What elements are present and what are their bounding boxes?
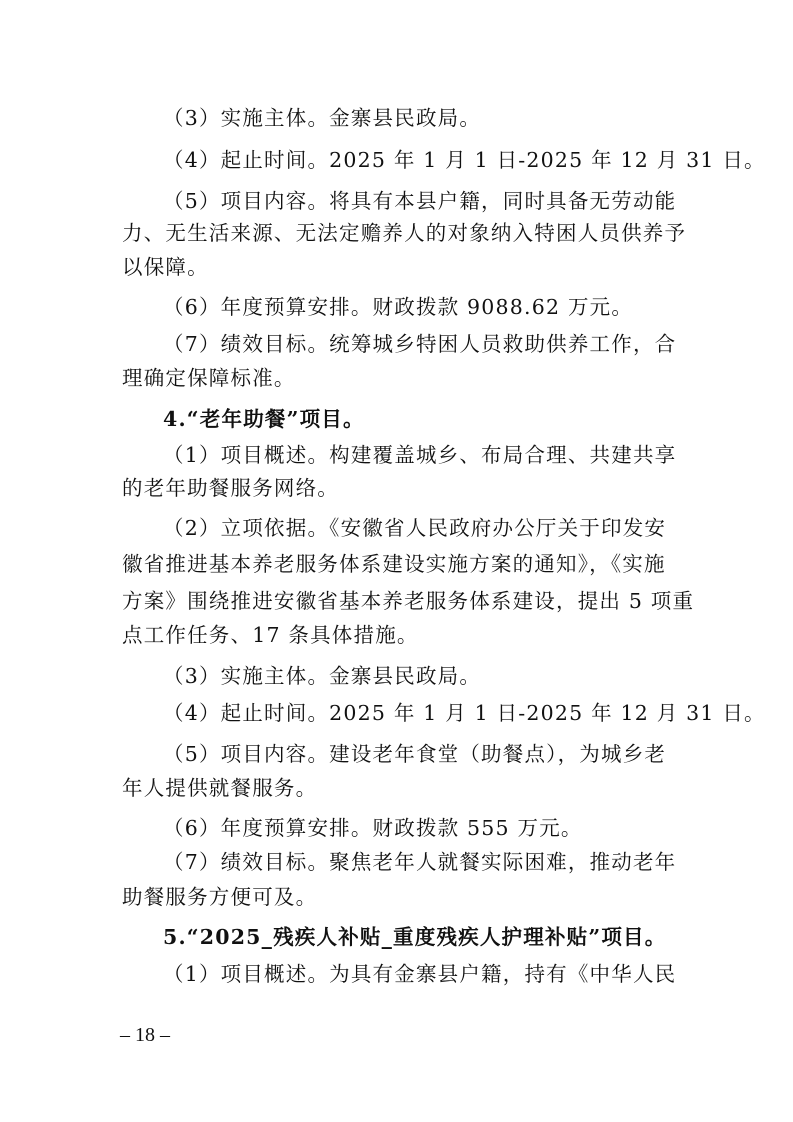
text-line: 理确定保障标准。 (122, 366, 296, 390)
text-line: 力、无生活来源、无法定赡养人的对象纳入特困人员供养予 (122, 221, 687, 245)
text-line: 年人提供就餐服务。 (122, 776, 318, 800)
section-heading: 4.“老年助餐”项目。 (163, 407, 365, 431)
text-line: 以保障。 (122, 255, 209, 279)
text-line: 的老年助餐服务网络。 (122, 476, 339, 500)
text-line: （6）年度预算安排。财政拨款 555 万元。 (163, 816, 583, 840)
text-line: 徽省推进基本养老服务体系建设实施方案的通知》，《实施 (122, 552, 666, 576)
text-line: （1）项目概述。构建覆盖城乡、布局合理、共建共享 (163, 443, 677, 467)
text-line: （2）立项依据。《安徽省人民政府办公厅关于印发安 (163, 516, 667, 540)
text-line: （1）项目概述。为具有金寨县户籍，持有《中华人民 (163, 962, 677, 986)
text-line: （7）绩效目标。统筹城乡特困人员救助供养工作，合 (163, 332, 677, 356)
section-heading: 5.“2025_残疾人补贴_重度残疾人护理补贴”项目。 (163, 925, 667, 949)
text-line: （4）起止时间。2025 年 1 月 1 日-2025 年 12 月 31 日。 (163, 701, 766, 725)
text-line: （4）起止时间。2025 年 1 月 1 日-2025 年 12 月 31 日。 (163, 148, 766, 172)
text-line: （3）实施主体。金寨县民政局。 (163, 664, 482, 688)
text-line: 助餐服务方便可及。 (122, 885, 318, 909)
text-line: （6）年度预算安排。财政拨款 9088.62 万元。 (163, 295, 634, 319)
text-line: （5）项目内容。将具有本县户籍，同时具备无劳动能 (163, 189, 677, 213)
text-line: 方案》围绕推进安徽省基本养老服务体系建设，提出 5 项重 (122, 589, 695, 613)
text-line: （3）实施主体。金寨县民政局。 (163, 106, 482, 130)
text-line: 点工作任务、17 条具体措施。 (122, 623, 419, 647)
text-line: （5）项目内容。建设老年食堂（助餐点），为城乡老 (163, 742, 667, 766)
text-line: （7）绩效目标。聚焦老年人就餐实际困难，推动老年 (163, 850, 677, 874)
page-number: – 18 – (120, 1024, 170, 1046)
